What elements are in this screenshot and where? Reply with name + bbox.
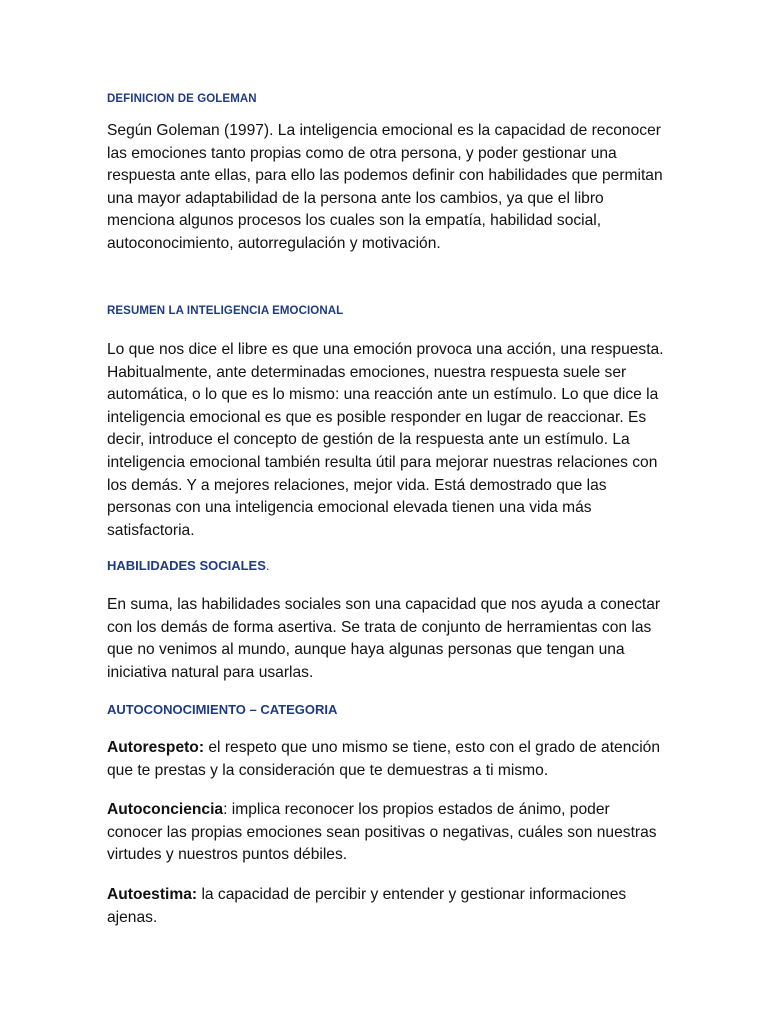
text-autorespeto: el respeto que uno mismo se tiene, esto con el grado de atención que te prestas y la consideración que te demuestras a ti mismo. [107, 739, 661, 779]
paragraph-habilidades-sociales: En suma, las habilidades sociales son una capacidad que nos ayuda a conectar con los demás de forma asertiva. Se trata de conjunto de herramientas con las que no venimos al mundo, aunque haya algunas personas que tengan una iniciativa natural para usarlas. [107, 596, 661, 681]
heading-autoconocimiento: AUTOCONOCIMIENTO – CATEGORIA [107, 702, 338, 717]
term-autorespeto: Autorespeto: [107, 739, 205, 756]
heading-habilidades-sociales-dot: . [265, 558, 270, 573]
text-autoconciencia: : implica reconocer los propios estados de ánimo, poder conocer las propias emociones sean positivas o negativas, cuáles son nuestras virtudes y nuestros puntos débiles. [107, 801, 657, 864]
heading-habilidades-sociales-text: HABILIDADES SOCIALES [107, 558, 266, 573]
heading-resumen-inteligencia: RESUMEN LA INTELIGENCIA EMOCIONAL [107, 305, 344, 317]
paragraph-definicion-goleman: Según Goleman (1997). La inteligencia emocional es la capacidad de reconocer las emociones tanto propias como de otra persona, y poder gestionar una respuesta ante ellas, para ello las podemos definir con habilidades que permitan una mayor adaptabilidad de la persona ante los cambios, ya que el libro menciona algunos procesos los cuales son la empatía, habilidad social, autoconocimiento, autorregulación y motivación. [107, 122, 663, 252]
item-autoconciencia [107, 799, 667, 867]
term-autoconciencia: Autoconciencia [107, 801, 224, 818]
term-autoestima: Autoestima: [107, 886, 198, 903]
paragraph-resumen-inteligencia: Lo que nos dice el libre es que una emoción provoca una acción, una respuesta. Habitualmente, ante determinadas emociones, nuestra respuesta suele ser automática, o lo que es lo mismo: una reacción ante un estímulo. Lo que dice la inteligencia emocional es que es posible responder en lugar de reaccionar. Es decir, introduce el concepto de gestión de la respuesta ante un estímulo. La inteligencia emocional también resulta útil para mejorar nuestras relaciones con los demás. Y a mejores relaciones, mejor vida. Está demostrado que las personas con una inteligencia emocional elevada tienen una vida más satisfactoria. [107, 341, 664, 539]
text-autoestima: la capacidad de percibir y entender y gestionar informaciones ajenas. [107, 886, 627, 926]
heading-definicion-goleman: DEFINICION DE GOLEMAN [107, 93, 257, 105]
item-autoestima [107, 884, 667, 929]
item-autorespeto [107, 737, 667, 782]
heading-habilidades-sociales [107, 558, 270, 573]
